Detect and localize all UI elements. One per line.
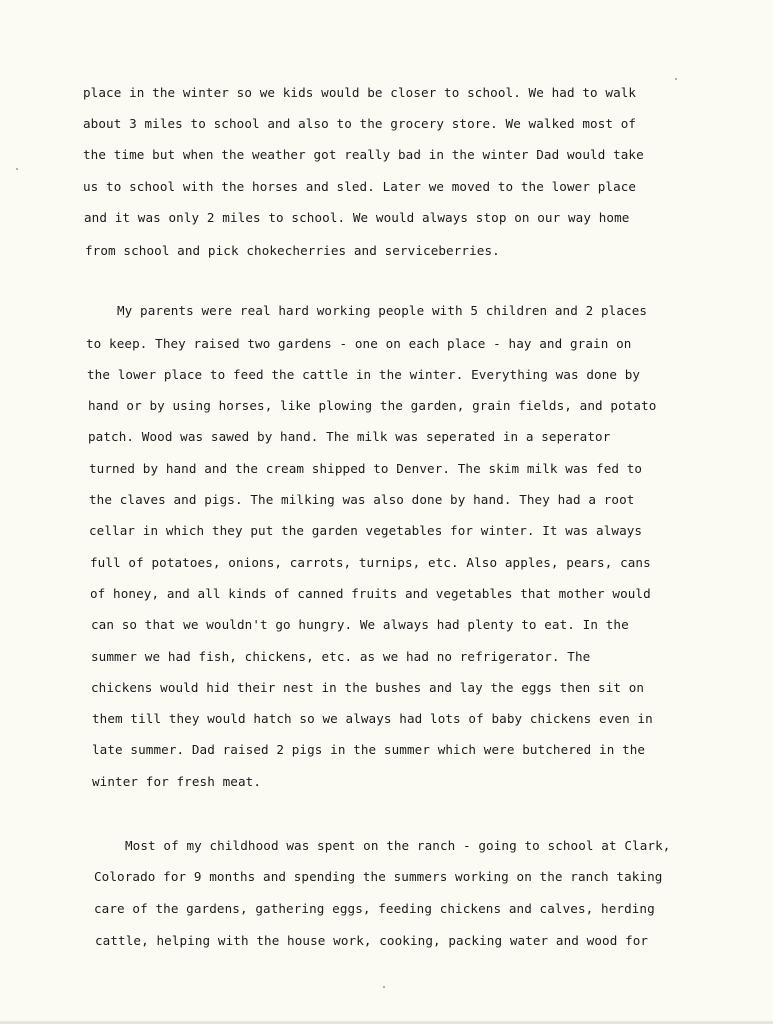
text-line: to keep. They raised two gardens - one on each place - hay and grain on xyxy=(86,336,632,351)
text-line: turned by hand and the cream shipped to Denver. The skim milk was fed to xyxy=(89,461,643,476)
text-line: and it was only 2 miles to school. We would always stop on our way home xyxy=(84,210,630,225)
text-line: My parents were real hard working people with 5 children and 2 places xyxy=(117,303,648,318)
text-line: the time but when the weather got really bad in the winter Dad would take xyxy=(83,147,644,162)
text-line: the claves and pigs. The milking was also done by hand. They had a root xyxy=(89,492,635,507)
text-line: of honey, and all kinds of canned fruits and vegetables that mother would xyxy=(90,586,651,601)
text-line: late summer. Dad raised 2 pigs in the summer which were butchered in the xyxy=(92,742,646,757)
text-line: Most of my childhood was spent on the ranch - going to school at Clark, xyxy=(125,838,671,853)
text-line: them till they would hatch so we always had lots of baby chickens even in xyxy=(92,711,653,726)
text-line: us to school with the horses and sled. Later we moved to the lower place xyxy=(83,179,637,194)
text-line: the lower place to feed the cattle in the winter. Everything was done by xyxy=(87,367,641,382)
text-line: care of the gardens, gathering eggs, feeding chickens and calves, herding xyxy=(94,901,655,916)
scan-speck xyxy=(383,986,385,988)
scan-speck xyxy=(16,168,18,170)
scan-speck xyxy=(675,78,677,80)
text-line: patch. Wood was sawed by hand. The milk was seperated in a seperator xyxy=(88,429,611,444)
text-line: Colorado for 9 months and spending the summers working on the ranch taking xyxy=(94,869,663,884)
text-line: cattle, helping with the house work, cooking, packing water and wood for xyxy=(95,933,649,948)
text-line: chickens would hid their nest in the bushes and lay the eggs then sit on xyxy=(91,680,645,695)
text-line: place in the winter so we kids would be closer to school. We had to walk xyxy=(83,85,637,100)
text-line: winter for fresh meat. xyxy=(92,774,262,789)
text-line: about 3 miles to school and also to the grocery store. We walked most of xyxy=(83,116,637,131)
text-line: cellar in which they put the garden vegetables for winter. It was always xyxy=(89,523,643,538)
text-line: from school and pick chokecherries and serviceberries. xyxy=(85,243,500,258)
text-line: summer we had fish, chickens, etc. as we had no refrigerator. The xyxy=(91,649,591,664)
text-line: can so that we wouldn't go hungry. We always had plenty to eat. In the xyxy=(91,617,629,632)
text-line: hand or by using horses, like plowing the garden, grain fields, and potato xyxy=(88,398,657,413)
text-line: full of potatoes, onions, carrots, turnips, etc. Also apples, pears, cans xyxy=(90,555,651,570)
